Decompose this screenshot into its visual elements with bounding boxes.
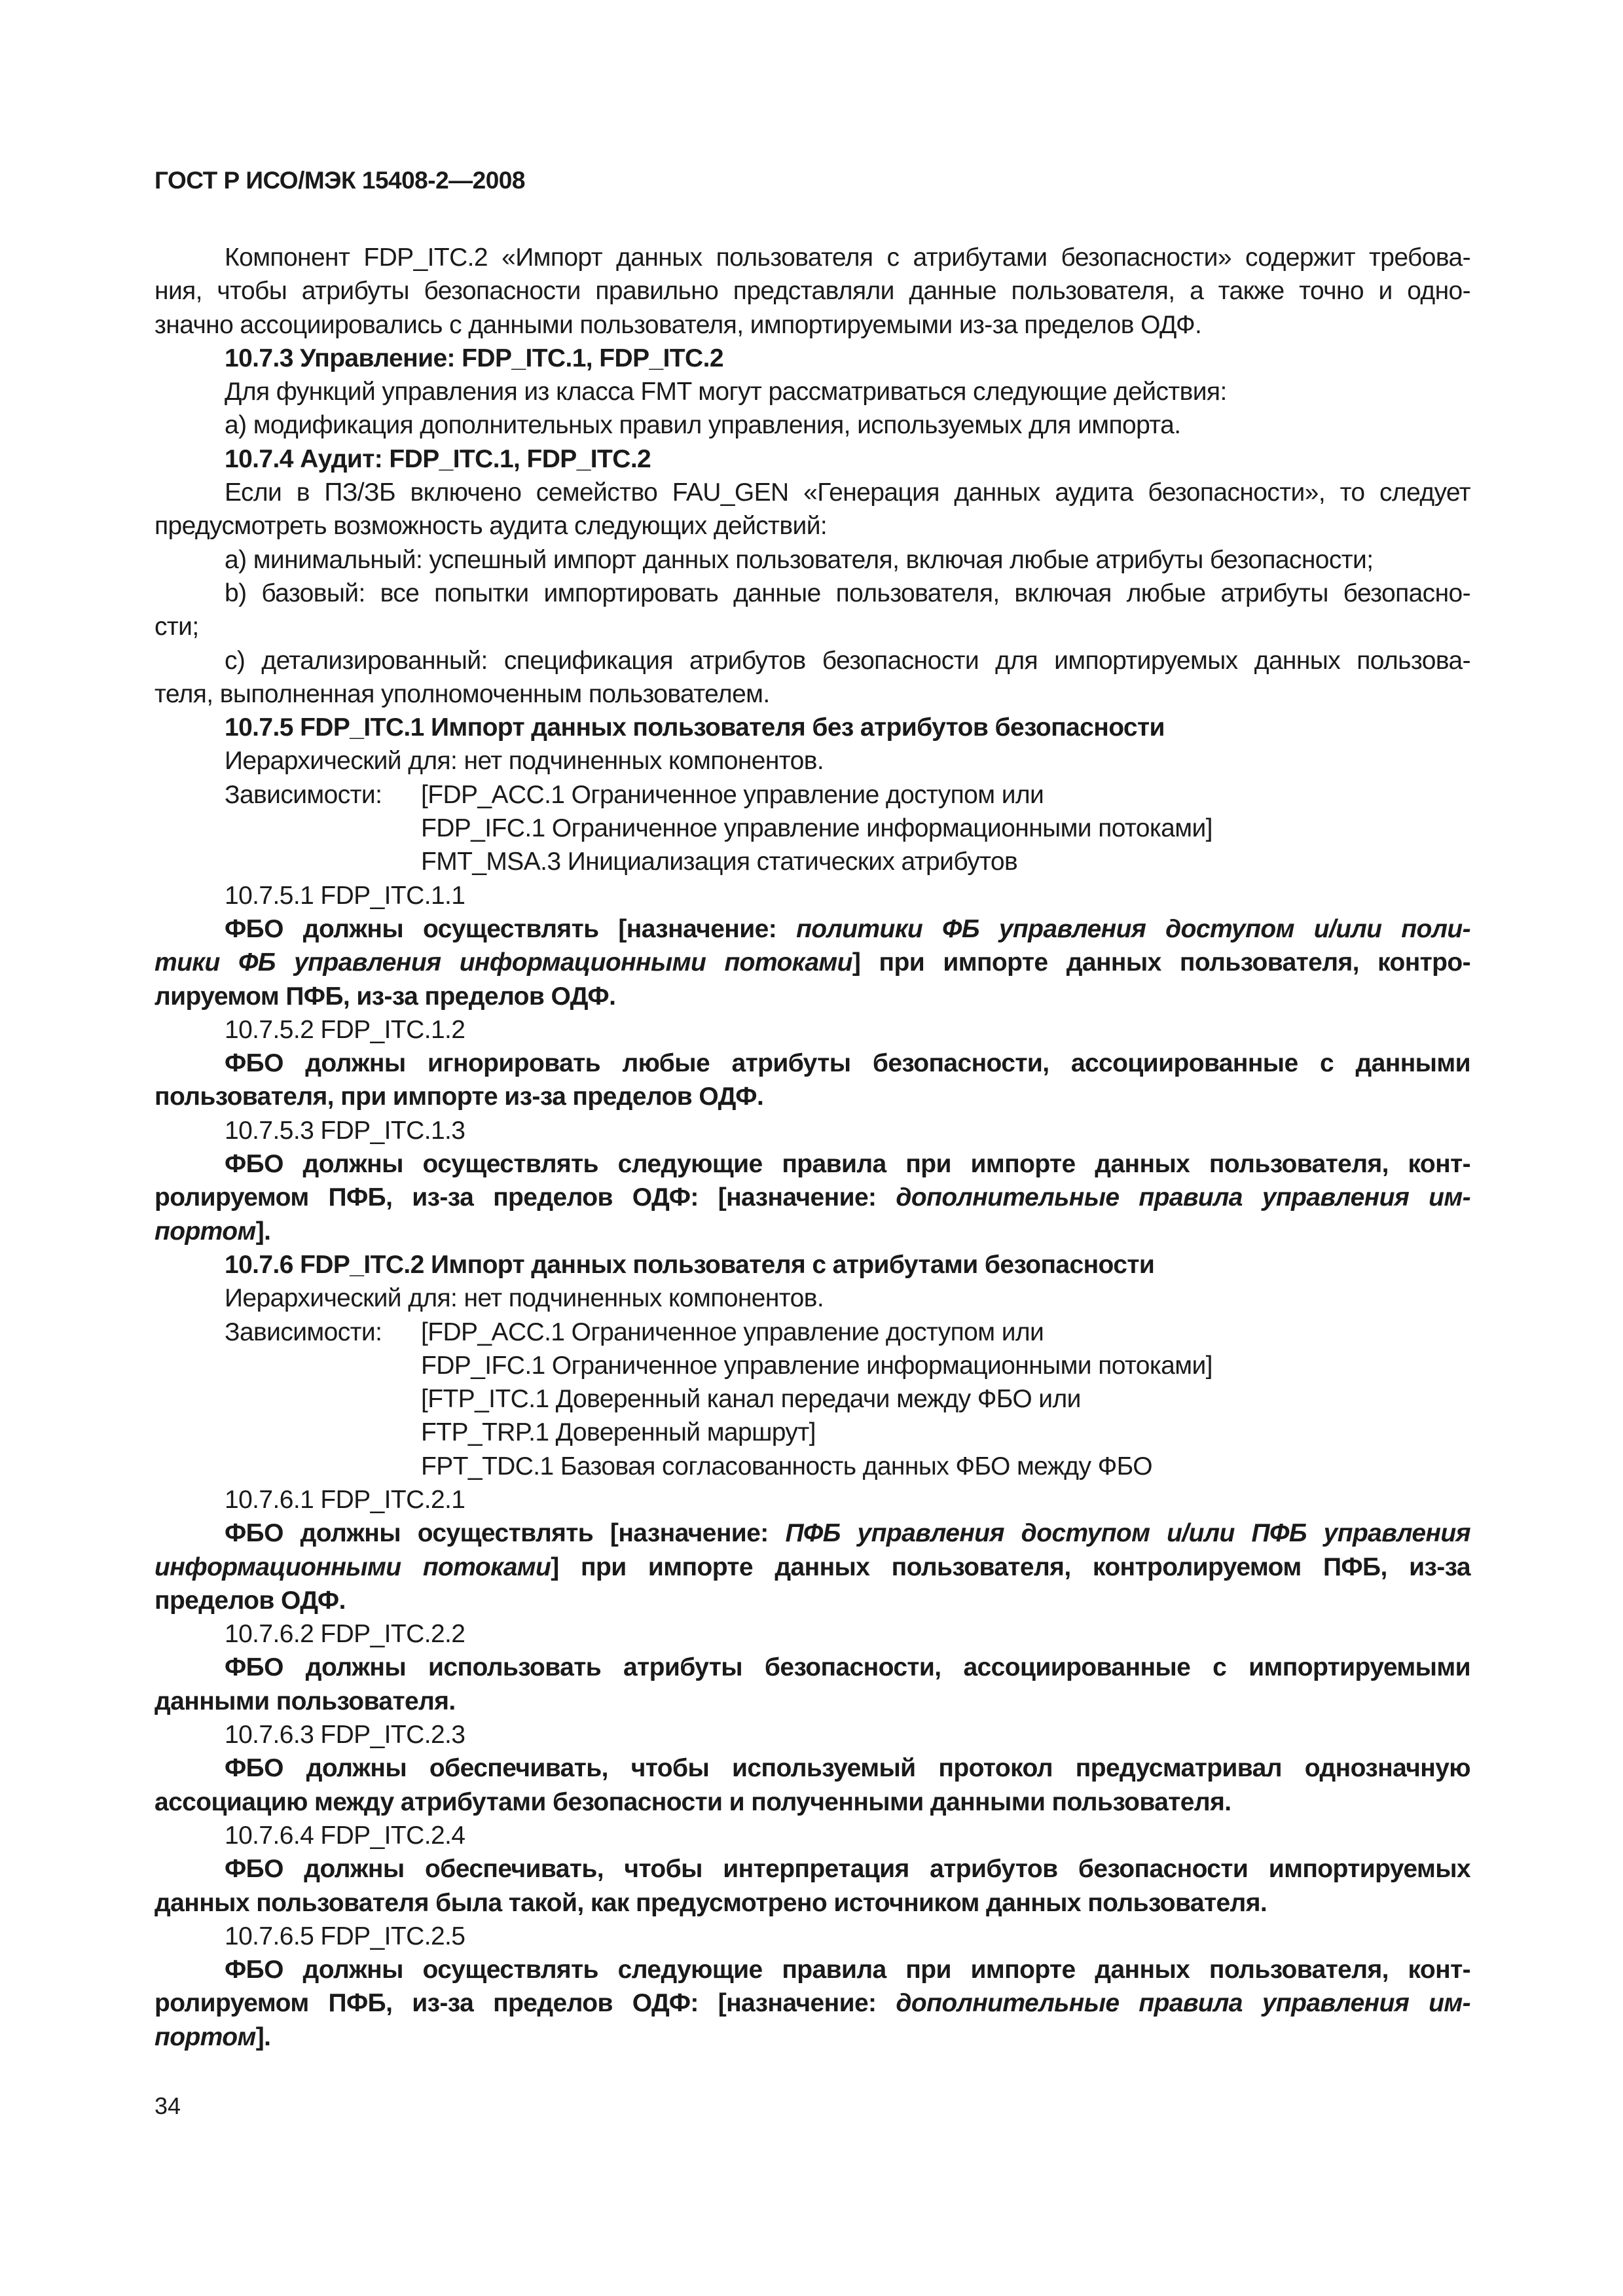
element-id: 10.7.5.2 FDP_ITC.1.2 xyxy=(225,1015,465,1044)
element-text: ФБО должны использовать атрибуты безопасности, ассоциированные с импортируемыми xyxy=(225,1653,1470,1682)
list-item: а) минимальный: успешный импорт данных пользователя, включая любые атрибуты безопасности; xyxy=(225,545,1374,574)
paragraph: Для функций управления из класса FMT могут рассматриваться следующие действия: xyxy=(225,378,1227,406)
element-text: ФБО должны осуществлять следующие правила при импорте данных пользователя, конт- xyxy=(225,1150,1470,1179)
element-text: данных пользователя была такой, как предусмотрено источником данных пользователя. xyxy=(155,1888,1267,1917)
element-id: 10.7.6.2 FDP_ITC.2.2 xyxy=(225,1620,465,1649)
paragraph: предусмотреть возможность аудита следующих действий: xyxy=(155,512,828,541)
hierarchy-line: Иерархический для: нет подчиненных компонентов. xyxy=(225,1284,824,1313)
element-text: ФБО должны обеспечивать, чтобы используемый протокол предусматривал однозначную xyxy=(225,1754,1470,1783)
list-item: а) модификация дополнительных правил управления, используемых для импорта. xyxy=(225,411,1181,440)
dependency-item: FPT_TDC.1 Базовая согласованность данных ФБО между ФБО xyxy=(421,1452,1152,1480)
element-id: 10.7.5.1 FDP_ITC.1.1 xyxy=(225,881,465,910)
list-item: теля, выполненная уполномоченным пользователем. xyxy=(155,679,770,708)
dependency-item: FTP_TRP.1 Доверенный маршрут] xyxy=(421,1418,816,1447)
element-text: ФБО должны обеспечивать, чтобы интерпретация атрибутов безопасности импортируемых xyxy=(225,1855,1470,1884)
dependency-item: [FDP_ACC.1 Ограниченное управление доступом или xyxy=(421,780,1044,809)
element-text: ФБО должны осуществлять следующие правила при импорте данных пользователя, конт- xyxy=(225,1956,1470,1984)
element-id: 10.7.6.3 FDP_ITC.2.3 xyxy=(225,1721,465,1749)
dependencies-label: Зависимости: xyxy=(225,1318,382,1346)
element-text: ФБО должны игнорировать любые атрибуты безопасности, ассоциированные с данными xyxy=(225,1049,1470,1078)
element-text: ФБО должны осуществлять [назначение: ПФБ управления доступом и/или ПФБ управления xyxy=(225,1519,1470,1548)
paragraph: ния, чтобы атрибуты безопасности правильно представляли данные пользователя, а также точно и одно- xyxy=(155,277,1470,306)
element-text: данными пользователя. xyxy=(155,1687,456,1715)
paragraph: значно ассоциировались с данными пользователя, импортируемыми из-за пределов ОДФ. xyxy=(155,310,1202,339)
hierarchy-line: Иерархический для: нет подчиненных компонентов. xyxy=(225,747,824,776)
section-heading: 10.7.5 FDP_ITC.1 Импорт данных пользователя без атрибутов безопасности xyxy=(225,713,1165,742)
element-text: пределов ОДФ. xyxy=(155,1586,346,1615)
list-item: сти; xyxy=(155,613,199,641)
element-id: 10.7.5.3 FDP_ITC.1.3 xyxy=(225,1116,465,1145)
dependency-item: FDP_IFC.1 Ограниченное управление информационными потоками] xyxy=(421,814,1213,843)
element-id: 10.7.6.5 FDP_ITC.2.5 xyxy=(225,1922,465,1950)
dependency-item: FMT_MSA.3 Инициализация статических атрибутов xyxy=(421,848,1018,876)
dependency-item: [FDP_ACC.1 Ограниченное управление доступом или xyxy=(421,1318,1044,1346)
element-text: тики ФБ управления информационными потоками] при импорте данных пользователя, контро- xyxy=(155,948,1471,977)
section-heading: 10.7.6 FDP_ITC.2 Импорт данных пользователя с атрибутами безопасности xyxy=(225,1250,1155,1279)
page-body xyxy=(155,241,1470,2054)
element-id: 10.7.6.1 FDP_ITC.2.1 xyxy=(225,1485,465,1514)
element-text: пользователя, при импорте из-за пределов ОДФ. xyxy=(155,1083,764,1111)
list-item: b) базовый: все попытки импортировать данные пользователя, включая любые атрибуты безопасно- xyxy=(225,579,1470,607)
element-text: ролируемом ПФБ, из-за пределов ОДФ: [назначение: дополнительные правила управления им- xyxy=(155,1989,1470,2018)
element-text: ФБО должны осуществлять [назначение: политики ФБ управления доступом и/или поли- xyxy=(225,914,1471,943)
document-header: ГОСТ Р ИСО/МЭК 15408-2—2008 xyxy=(155,167,525,194)
paragraph: Если в ПЗ/ЗБ включено семейство FAU_GEN «Генерация данных аудита безопасности», то следует xyxy=(225,478,1470,507)
dependency-item: [FTP_ITC.1 Доверенный канал передачи между ФБО или xyxy=(421,1385,1081,1414)
dependencies xyxy=(155,1316,1470,1349)
section-heading: 10.7.4 Аудит: FDP_ITC.1, FDP_ITC.2 xyxy=(225,444,651,473)
dependency-item: FDP_IFC.1 Ограниченное управление информационными потоками] xyxy=(421,1351,1213,1380)
element-text: информационными потоками] при импорте данных пользователя, контролируемом ПФБ, из-за xyxy=(155,1552,1470,1581)
section-heading: 10.7.3 Управление: FDP_ITC.1, FDP_ITC.2 xyxy=(225,344,723,372)
dependencies-label: Зависимости: xyxy=(225,780,382,809)
list-item: с) детализированный: спецификация атрибутов безопасности для импортируемых данных пользова- xyxy=(225,646,1470,675)
page-number: 34 xyxy=(155,2092,181,2119)
element-text: ролируемом ПФБ, из-за пределов ОДФ: [назначение: дополнительные правила управления им- xyxy=(155,1183,1470,1212)
element-text: портом]. xyxy=(155,1217,271,1246)
element-id: 10.7.6.4 FDP_ITC.2.4 xyxy=(225,1821,465,1850)
element-text: портом]. xyxy=(155,2022,271,2051)
element-text: лируемом ПФБ, из-за пределов ОДФ. xyxy=(155,982,616,1011)
element-text: ассоциацию между атрибутами безопасности и полученными данными пользователя. xyxy=(155,1787,1231,1816)
paragraph: Компонент FDP_ITC.2 «Импорт данных пользователя с атрибутами безопасности» содержит требова- xyxy=(225,243,1470,272)
dependencies xyxy=(155,778,1470,812)
